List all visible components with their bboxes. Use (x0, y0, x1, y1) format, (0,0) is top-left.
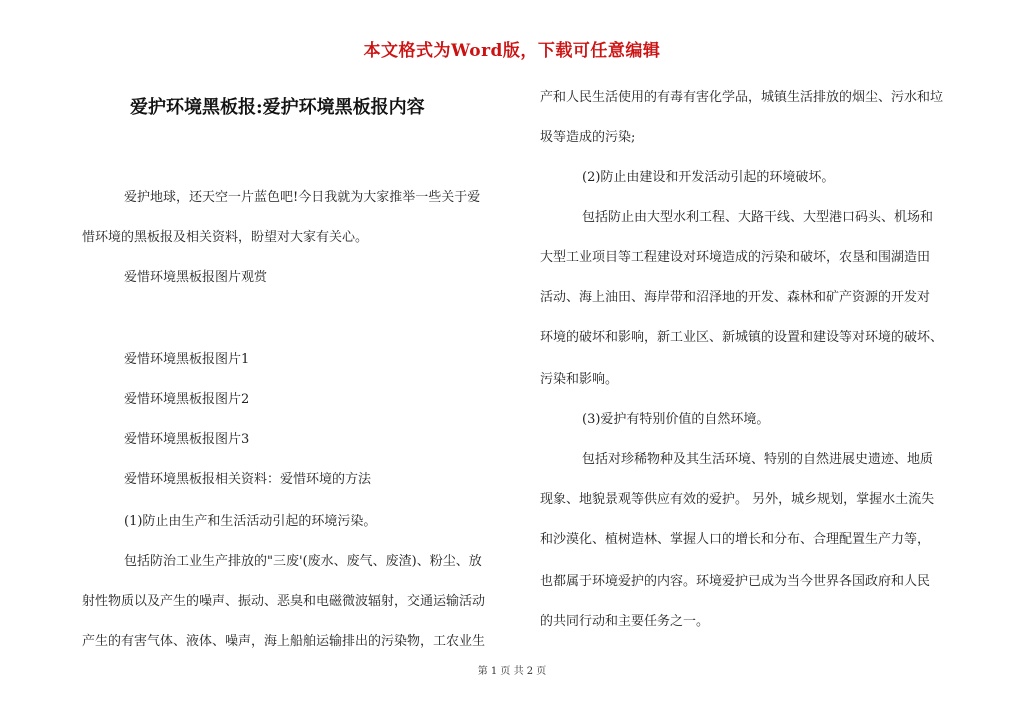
paragraph-line: 污染和影响。 (540, 372, 619, 387)
paragraph-line: 圾等造成的污染; (540, 130, 636, 145)
paragraph-line: 活动、海上油田、海岸带和沼泽地的开发、森林和矿产资源的开发对 (540, 290, 931, 305)
paragraph-line: 惜环境的黑板报及相关资料，盼望对大家有关心。 (82, 230, 369, 245)
paragraph-line: 爱惜环境黑板报图片2 (124, 392, 250, 407)
word-format-banner: 本文格式为Word版，下载可任意编辑 (363, 41, 661, 61)
paragraph-line: 爱惜环境黑板报图片3 (124, 432, 250, 447)
paragraph-line: 产和人民生活使用的有毒有害化学品，城镇生活排放的烟尘、污水和垃 (540, 90, 944, 105)
paragraph-line: 爱惜环境黑板报图片观赏 (124, 270, 268, 285)
page-footer: 第 1 页 共 2 页 (477, 666, 547, 677)
paragraph-line: 射性物质以及产生的噪声、振动、恶臭和电磁微波辐射，交通运输活动 (82, 594, 486, 609)
paragraph-line: 的共同行动和主要任务之一。 (540, 614, 710, 629)
paragraph-line: 产生的有害气体、液体、噪声，海上船舶运输排出的污染物，工农业生 (82, 634, 486, 649)
paragraph-line: 大型工业项目等工程建设对环境造成的污染和破坏，农垦和围湖造田 (540, 250, 931, 265)
paragraph-line: 包括对珍稀物种及其生活环境、特别的自然进展史遗迹、地质 (582, 452, 934, 467)
paragraph-line: 环境的破坏和影响，新工业区、新城镇的设置和建设等对环境的破坏、 (540, 330, 944, 345)
paragraph-line: 和沙漠化、植树造林、掌握人口的增长和分布、合理配置生产力等， (540, 532, 931, 547)
paragraph-line: 爱惜环境黑板报图片1 (124, 352, 250, 367)
paragraph-line: (1)防止由生产和生活活动引起的环境污染。 (124, 514, 377, 529)
paragraph-line: 也都属于环境爱护的内容。环境爱护已成为当今世界各国政府和人民 (540, 574, 931, 589)
paragraph-line: 现象、地貌景观等供应有效的爱护。 另外，城乡规划，掌握水土流失 (540, 492, 935, 507)
paragraph-line: 包括防止由大型水利工程、大路干线、大型港口码头、机场和 (582, 210, 934, 225)
paragraph-line: (2)防止由建设和开发活动引起的环境破坏。 (582, 170, 835, 185)
paragraph-line: 爱护地球，还天空一片蓝色吧!今日我就为大家推举一些关于爱 (124, 190, 481, 205)
paragraph-line: 包括防治工业生产排放的"三废'(废水、废气、废渣)、粉尘、放 (124, 554, 482, 569)
paragraph-line: (3)爱护有特别价值的自然环境。 (582, 412, 770, 427)
paragraph-line: 爱惜环境黑板报相关资料：爱惜环境的方法 (124, 472, 372, 487)
page-title: 爱护环境黑板报:爱护环境黑板报内容 (130, 97, 425, 118)
